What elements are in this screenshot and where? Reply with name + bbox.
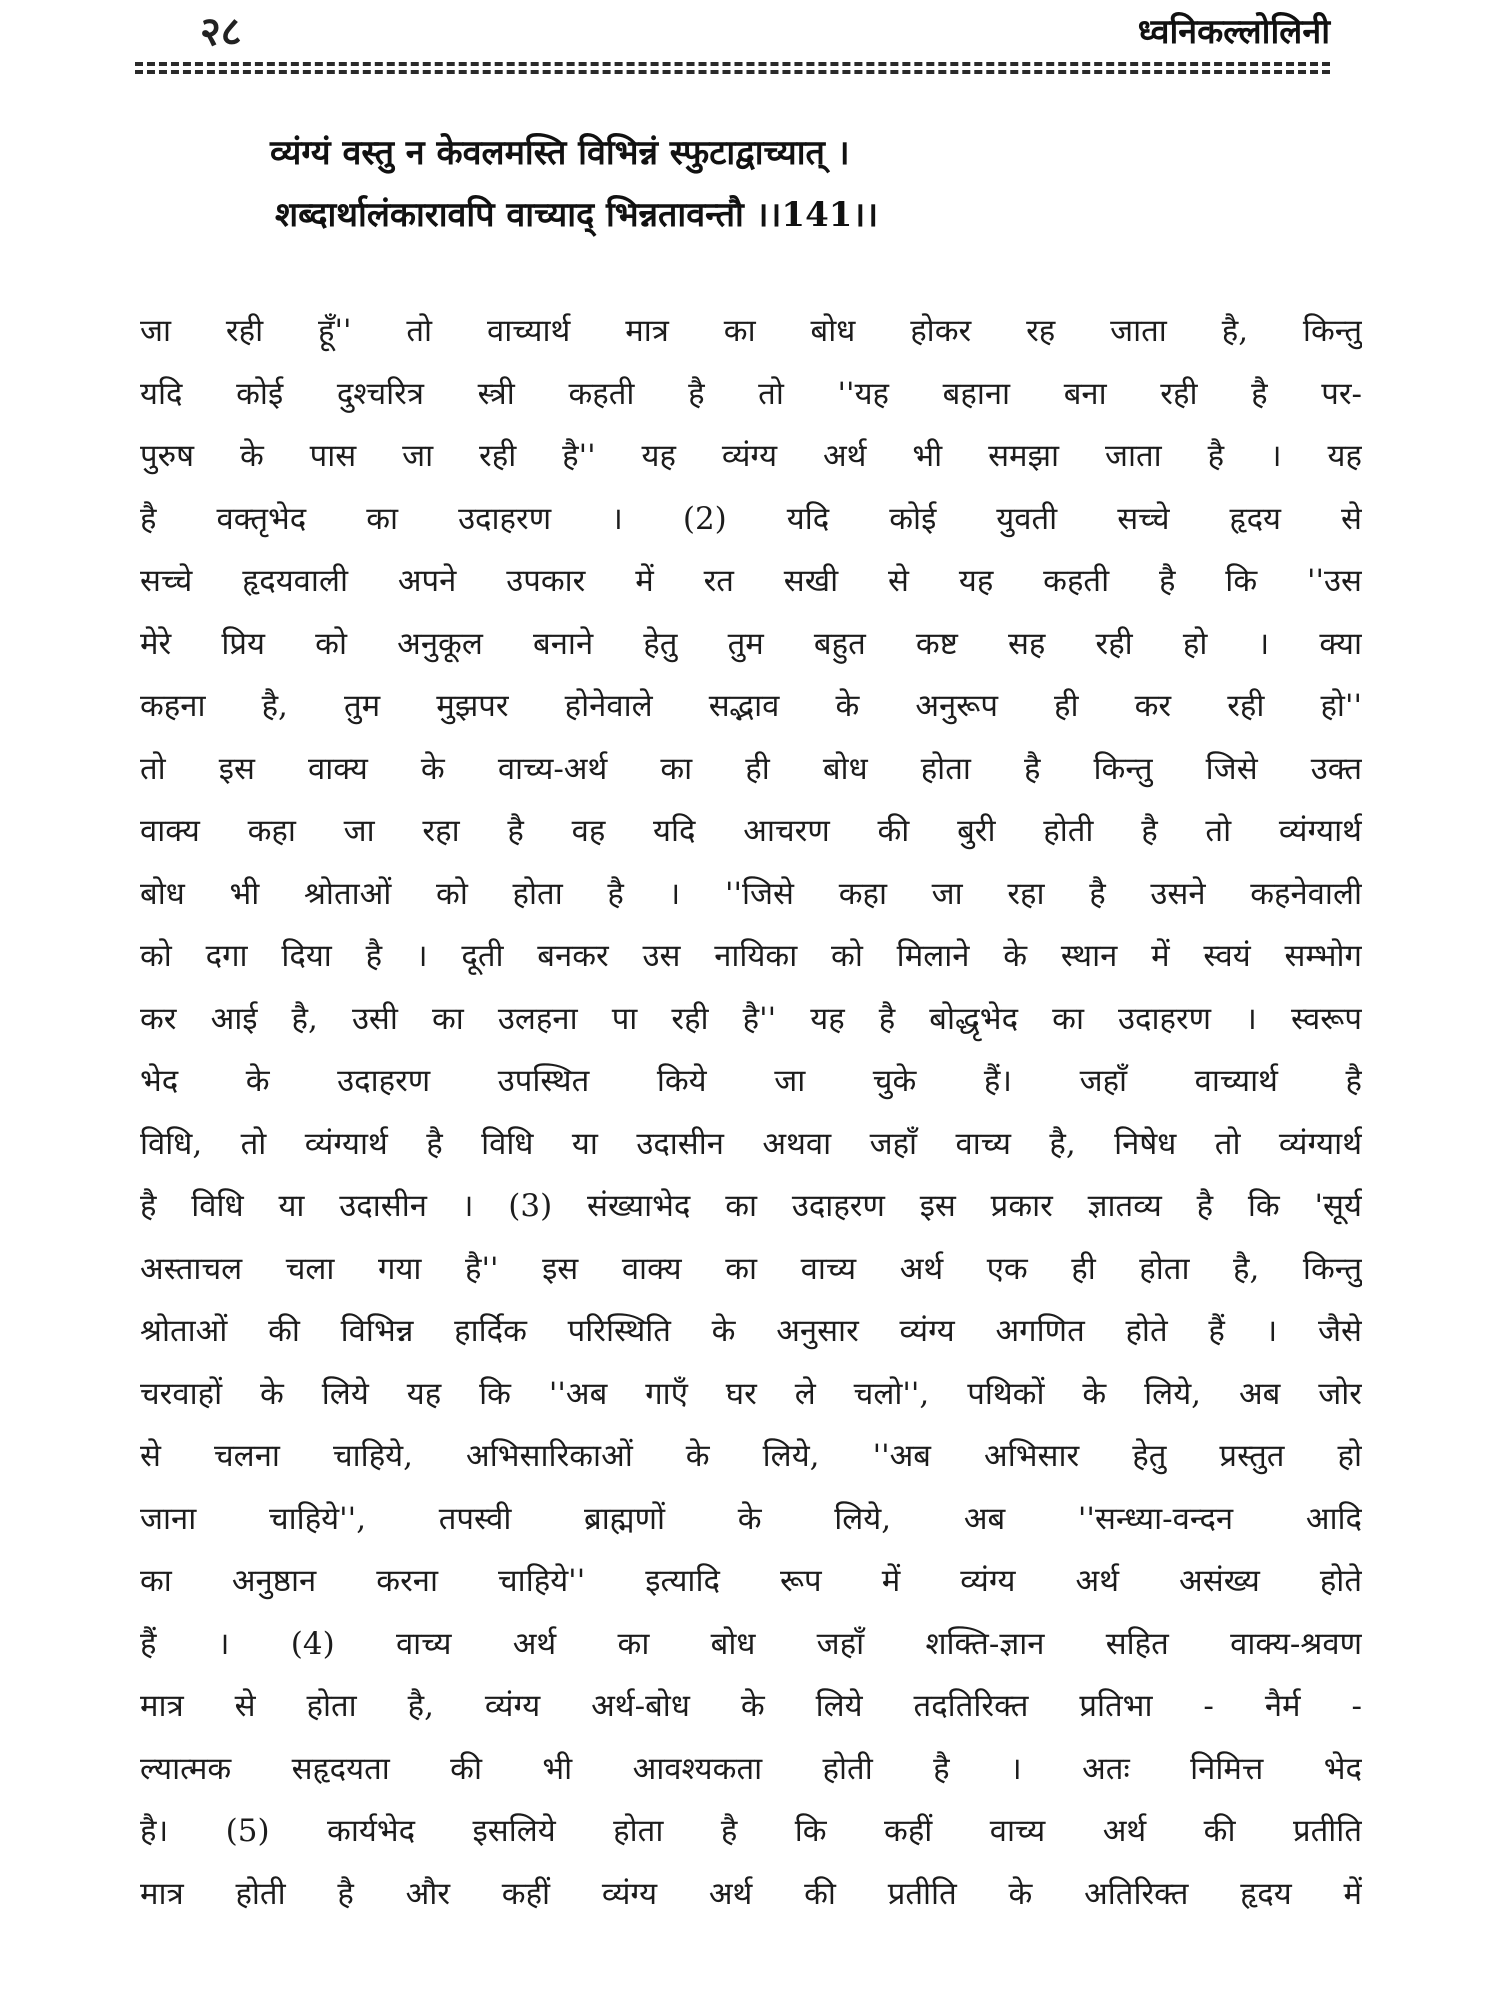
text-line: बोध भी श्रोताओं को होता है । ''जिसे कहा जा रहा है उसने कहनेवाली — [140, 875, 1362, 912]
text-line: से चलना चाहिये, अभिसारिकाओं के लिये, ''अब अभिसार हेतु प्रस्तुत हो — [140, 1438, 1362, 1474]
text-line: तो इस वाक्य के वाच्य-अर्थ का ही बोध होता है किन्तु जिसे उक्त — [140, 750, 1362, 787]
commentary-text — [140, 300, 1362, 1925]
text-line: का अनुष्ठान करना चाहिये'' इत्यादि रूप में व्यंग्य अर्थ असंख्य होते — [140, 1563, 1362, 1599]
text-line: मात्र से होता है, व्यंग्य अर्थ-बोध के लिये तदतिरिक्त प्रतिभा - नैर्म - — [140, 1688, 1362, 1724]
text-line: वाक्य कहा जा रहा है वह यदि आचरण की बुरी होती है तो व्यंग्यार्थ — [140, 813, 1362, 849]
text-line: भेद के उदाहरण उपस्थित किये जा चुके हैं। जहाँ वाच्यार्थ है — [140, 1063, 1362, 1099]
verse-block — [270, 122, 1370, 246]
page-number: २८ — [200, 8, 242, 55]
text-line: श्रोताओं की विभिन्न हार्दिक परिस्थिति के अनुसार व्यंग्य अगणित होते हैं । जैसे — [140, 1313, 1362, 1349]
running-header — [130, 6, 1330, 58]
text-line: जा रही हूँ'' तो वाच्यार्थ मात्र का बोध होकर रह जाता है, किन्तु — [140, 313, 1362, 349]
running-title: ध्वनिकल्लोलिनी — [1137, 12, 1330, 52]
header-divider-top — [135, 62, 1330, 66]
text-line: पुरुष के पास जा रही है'' यह व्यंग्य अर्थ भी समझा जाता है । यह — [140, 438, 1362, 474]
text-line: हैं । (4) वाच्य अर्थ का बोध जहाँ शक्ति-ज्ञान सहित वाक्य-श्रवण — [140, 1625, 1362, 1662]
verse-line: शब्दार्थालंकारावपि वाच्याद् भिन्नतावन्तौ ।।141।। — [275, 195, 879, 235]
text-line: मेरे प्रिय को अनुकूल बनाने हेतु तुम बहुत कष्ट सह रही हो । क्या — [140, 625, 1362, 662]
text-line: अस्ताचल चला गया है'' इस वाक्य का वाच्य अर्थ एक ही होता है, किन्तु — [140, 1250, 1362, 1287]
text-line: है। (5) कार्यभेद इसलिये होता है कि कहीं वाच्य अर्थ की प्रतीति — [140, 1813, 1362, 1849]
text-line: सच्चे हृदयवाली अपने उपकार में रत सखी से यह कहती है कि ''उस — [140, 563, 1362, 599]
header-divider-bottom — [135, 70, 1330, 74]
text-line: जाना चाहिये'', तपस्वी ब्राह्मणों के लिये, अब ''सन्ध्या-वन्दन आदि — [140, 1500, 1362, 1537]
text-line: कर आई है, उसी का उलहना पा रही है'' यह है बोद्धृभेद का उदाहरण । स्वरूप — [140, 1000, 1362, 1037]
text-line: यदि कोई दुश्चरित्र स्त्री कहती है तो ''यह बहाना बना रही है पर- — [140, 375, 1362, 412]
text-line: है वक्तृभेद का उदाहरण । (2) यदि कोई युवती सच्चे हृदय से — [140, 500, 1362, 537]
text-line: है विधि या उदासीन । (3) संख्याभेद का उदाहरण इस प्रकार ज्ञातव्य है कि 'सूर्य — [140, 1188, 1362, 1224]
text-line: मात्र होती है और कहीं व्यंग्य अर्थ की प्रतीति के अतिरिक्त हृदय में — [140, 1875, 1362, 1912]
text-line: को दगा दिया है । दूती बनकर उस नायिका को मिलाने के स्थान में स्वयं सम्भोग — [140, 938, 1362, 974]
text-line: कहना है, तुम मुझपर होनेवाले सद्भाव के अनुरूप ही कर रही हो'' — [140, 688, 1362, 724]
text-line: ल्यात्मक सहृदयता की भी आवश्यकता होती है । अतः निमित्त भेद — [140, 1750, 1362, 1787]
text-line: चरवाहों के लिये यह कि ''अब गाएँ घर ले चलो'', पथिकों के लिये, अब जोर — [140, 1375, 1362, 1412]
verse-line: व्यंग्यं वस्तु न केवलमस्ति विभिन्नं स्फुटाद्वाच्यात् । — [270, 133, 850, 173]
text-line: विधि, तो व्यंग्यार्थ है विधि या उदासीन अथवा जहाँ वाच्य है, निषेध तो व्यंग्यार्थ — [140, 1125, 1362, 1162]
